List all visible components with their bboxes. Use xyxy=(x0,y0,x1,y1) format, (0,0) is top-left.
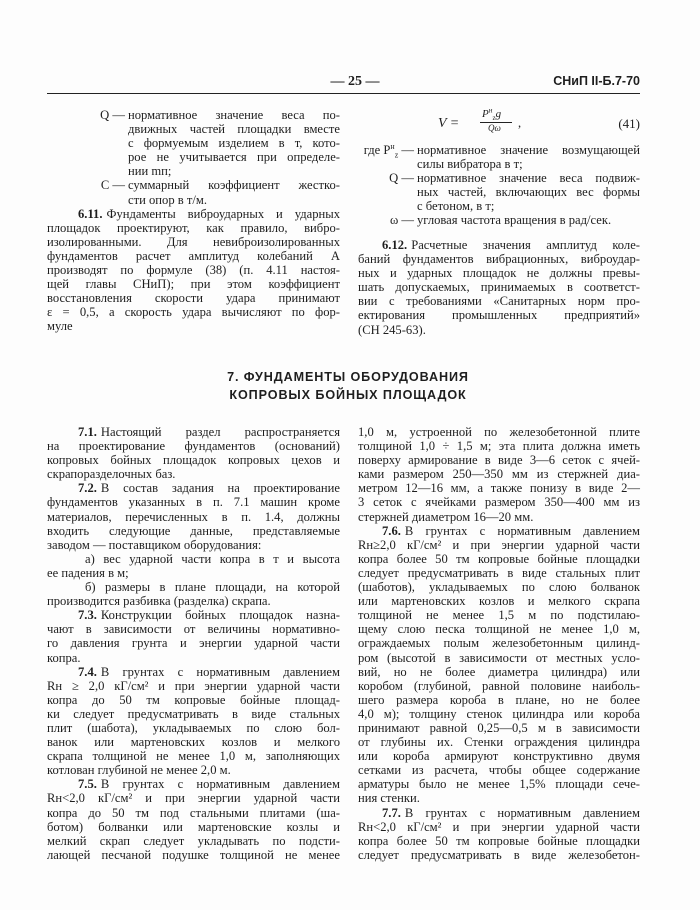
text-line xyxy=(128,164,340,178)
formula-sub: z xyxy=(492,114,496,123)
definition-term xyxy=(389,171,414,185)
top-right-paragraph xyxy=(358,238,640,337)
document-code: СНиП II-Б.7-70 xyxy=(553,74,640,88)
text-line xyxy=(358,735,640,749)
line-text: В грунтах с нормативным давлением xyxy=(100,664,340,679)
section-title-line-2: КОПРОВЫХ БОЙНЫХ ПЛОЩАДОК xyxy=(229,388,467,402)
text-line xyxy=(47,453,340,467)
term-symbol: где P xyxy=(363,143,391,157)
line-text: площадок проектируют, как правило, вибро- xyxy=(47,220,340,235)
line-text: б) размеры в плане площади, на которой xyxy=(85,580,340,595)
text-line xyxy=(358,308,640,322)
text-line xyxy=(358,294,640,308)
body-right-column xyxy=(358,425,640,862)
term-symbol: Q — xyxy=(389,171,414,186)
line-text: В грунтах с нормативным давлением xyxy=(100,777,340,792)
paragraph xyxy=(358,524,640,806)
text-line xyxy=(358,622,640,636)
line-text: щему слою песка толщиной не менее 1,0 м, xyxy=(358,622,640,637)
line-text: материалов, перечисленных в п. 1.4, должны xyxy=(47,509,340,524)
paragraph-number: 7.6. xyxy=(382,523,401,538)
text-line xyxy=(358,679,640,693)
text-line xyxy=(47,467,340,481)
paragraph-number: 7.4. xyxy=(78,664,97,679)
section-title-line-1: 7. ФУНДАМЕНТЫ ОБОРУДОВАНИЯ xyxy=(227,370,469,384)
text-line xyxy=(47,425,340,439)
text-line xyxy=(47,277,340,291)
line-text: го давления грунта и энергии ударной части xyxy=(47,636,340,651)
line-text: или мартеновских козлов и мелкого скрапа xyxy=(358,594,640,609)
text-line xyxy=(417,213,640,227)
section-heading xyxy=(148,368,548,404)
text-line xyxy=(47,848,340,862)
text-line xyxy=(47,291,340,305)
term-superscript: н xyxy=(390,141,395,151)
paragraph-number: 7.5. xyxy=(78,777,97,792)
line-text: арматуры было не менее 1,5% площади сече- xyxy=(358,777,640,792)
line-text: или короба армируют конструктивно двумя xyxy=(358,749,640,764)
definition xyxy=(47,178,340,206)
line-text: копра более 50 тм копровые бойные площадки xyxy=(358,551,640,566)
line-text: фундаментов указанных в п. 7.1 машин кроме xyxy=(47,495,340,510)
line-text: ром (высотой в зависимости от местных усло- xyxy=(358,650,640,665)
line-text: ками размером 250—350 мм из стержней диа- xyxy=(358,467,640,482)
line-text: изолированными. Для невиброизолированных xyxy=(47,234,340,249)
definition-term xyxy=(101,178,125,192)
paragraph xyxy=(358,425,640,524)
formula-numerator xyxy=(482,106,502,123)
definition-term xyxy=(390,213,414,227)
line-text: движных частей площадки вместе xyxy=(128,122,340,137)
text-line xyxy=(358,439,640,453)
line-text: Rн<2,0 кГ/см² и при энергии ударной части xyxy=(47,791,340,806)
text-line xyxy=(358,594,640,608)
text-line xyxy=(47,221,340,235)
line-text: нии mп; xyxy=(128,164,172,179)
line-text: котлован глубиной не менее 2,0 м. xyxy=(47,763,231,778)
line-text: ных и ударных площадок не должны превы- xyxy=(358,266,640,281)
text-line xyxy=(47,820,340,834)
text-line xyxy=(47,510,340,524)
paragraph-number: 7.7. xyxy=(382,805,401,820)
line-text: с формуемым изделием в т, кото- xyxy=(128,136,340,151)
text-line xyxy=(358,238,640,252)
text-line xyxy=(358,266,640,280)
line-text: (СН 245-63). xyxy=(358,322,426,337)
text-line xyxy=(47,707,340,721)
term-symbol: C — xyxy=(100,178,125,193)
paragraph-number: 7.2. xyxy=(78,481,97,496)
line-text: копра до 50 тм под стальными плитами (ша- xyxy=(47,805,340,820)
line-text: нормативное значение веса подвиж- xyxy=(417,171,640,186)
paragraph-number: 7.1. xyxy=(78,425,97,439)
line-text: копра. xyxy=(47,650,81,665)
line-text: заводом — поставщиком оборудования: xyxy=(47,537,262,552)
line-text: 3 сеток с ячейками размером 350—400 мм из xyxy=(358,495,640,510)
line-text: производят по формуле (38) (п. 4.11 настоя- xyxy=(47,263,340,278)
term-symbol: Q — xyxy=(100,108,125,122)
line-text: В грунтах с нормативным давлением xyxy=(404,805,640,820)
line-text: ных частей, включающих вес формы xyxy=(417,185,640,200)
text-line xyxy=(47,538,340,552)
text-line xyxy=(417,199,640,213)
text-line xyxy=(47,566,340,580)
definition xyxy=(358,143,640,171)
text-line xyxy=(358,707,640,721)
definition xyxy=(47,108,340,178)
formula-sup: н xyxy=(488,106,493,115)
line-text: ε = 0,5, а скорость удара вычисляют по фор- xyxy=(47,305,340,320)
term-subscript: z xyxy=(394,150,399,160)
line-text: копровых бойных площадок копровых цехов и xyxy=(47,453,340,468)
text-line xyxy=(358,763,640,777)
line-text: Конструкции бойных площадок назна- xyxy=(100,608,340,623)
header-rule xyxy=(47,93,640,94)
line-text: (шаботов), укладываемых по слою болванок xyxy=(358,580,640,595)
text-line xyxy=(47,481,340,495)
text-line xyxy=(47,721,340,735)
text-line xyxy=(358,848,640,862)
line-text: рое не учитывается при определе- xyxy=(128,150,340,165)
line-text: суммарный коэффициент жестко- xyxy=(128,178,340,193)
line-text: ки следует предусматривать в виде стальных xyxy=(47,706,340,721)
text-line xyxy=(358,636,640,650)
page-number: — 25 — xyxy=(330,74,380,89)
line-text: ограждаемых полым железобетонным цилинд- xyxy=(358,636,640,651)
text-line xyxy=(47,763,340,777)
line-text: следует предусматривать в виде железобетон- xyxy=(358,847,640,862)
paragraph-number: 7.3. xyxy=(78,608,97,623)
definition xyxy=(358,171,640,213)
text-line xyxy=(358,749,640,763)
line-text: 4,0 м); толщину стенок цилиндра или короба xyxy=(358,706,640,721)
text-line xyxy=(47,651,340,665)
text-line xyxy=(47,305,340,319)
line-text: нормативное значение возмущающей xyxy=(417,143,640,157)
line-text: а) вес ударной части копра в т и высота xyxy=(85,551,340,566)
line-text: силы вибратора в т; xyxy=(417,157,523,172)
text-line xyxy=(358,580,640,594)
formula-num-tail: g xyxy=(495,108,502,120)
line-text: чают в зависимости от величины нормативно- xyxy=(47,622,340,637)
formula-var: P xyxy=(482,108,489,120)
line-text: В состав задания на проектирование xyxy=(100,481,340,496)
line-text: фундаментов расчет амплитуд колебаний A xyxy=(47,248,340,263)
text-line xyxy=(358,566,640,580)
text-line xyxy=(128,108,340,122)
text-line xyxy=(358,252,640,266)
text-line xyxy=(358,820,640,834)
text-line xyxy=(417,157,640,171)
line-text: Настоящий раздел распространяется xyxy=(100,425,340,439)
top-right-definitions xyxy=(358,143,640,228)
text-line xyxy=(358,693,640,707)
line-text: Расчетные значения амплитуд коле- xyxy=(411,238,640,252)
text-line xyxy=(358,806,640,820)
line-text: 1,0 м, устроенной по железобетонной плите xyxy=(358,425,640,439)
paragraph xyxy=(47,777,340,862)
formula-lhs: V = xyxy=(438,116,460,131)
paragraph xyxy=(358,238,640,337)
line-text: на проектирование фундаментов (оснований) xyxy=(47,439,340,454)
paragraph-number: 6.11. xyxy=(78,206,103,221)
text-line xyxy=(417,171,640,185)
line-text: копра до 50 тм копровые бойные площад- xyxy=(47,692,340,707)
line-text: лающей песчаной подушке толщиной не менее xyxy=(47,847,340,862)
line-text: Rн≥2,0 кГ/см² и при энергии ударной части xyxy=(358,537,640,552)
paragraph xyxy=(47,481,340,551)
line-text: восстановления скорости удара принимают xyxy=(47,291,340,306)
equation-number: (41) xyxy=(618,116,640,131)
text-line xyxy=(417,143,640,157)
text-line xyxy=(358,834,640,848)
text-line xyxy=(47,249,340,263)
line-text: шего размера короба в плане, но не более xyxy=(358,692,640,707)
text-line xyxy=(47,319,340,333)
text-line xyxy=(47,806,340,820)
text-line xyxy=(358,721,640,735)
text-line xyxy=(47,207,340,221)
text-line xyxy=(47,749,340,763)
paragraph-number: 6.12. xyxy=(382,238,408,252)
line-text: шать допускаемых, принимаемых в соответст- xyxy=(358,280,640,295)
line-text: сетками из расчета, чтобы общее содержание xyxy=(358,763,640,778)
line-text: ектирования промышленных предприятий» xyxy=(358,308,640,323)
text-line xyxy=(417,185,640,199)
line-text: ее падения в м; xyxy=(47,565,129,580)
line-text: ванок или мартеновских козлов и мелкого xyxy=(47,735,340,750)
line-text: производится разбивка (разделка) скрапа. xyxy=(47,594,271,609)
text-line xyxy=(128,178,340,192)
line-text: нормативное значение веса по- xyxy=(128,108,340,122)
line-text: вии с требованиями «Санитарных норм про- xyxy=(358,294,640,309)
text-line xyxy=(47,552,340,566)
text-line xyxy=(128,122,340,136)
line-text: ния стенки. xyxy=(358,791,420,806)
line-text: ботом) болванки или мартеновские козлы и xyxy=(47,819,340,834)
line-text: В грунтах с нормативным давлением xyxy=(404,523,640,538)
text-line xyxy=(47,495,340,509)
text-line xyxy=(47,679,340,693)
text-line xyxy=(47,524,340,538)
paragraph xyxy=(47,207,340,334)
text-line xyxy=(358,552,640,566)
formula-denominator: Qω xyxy=(488,123,501,133)
paragraph xyxy=(47,608,340,664)
text-line xyxy=(47,636,340,650)
line-text: принимают равной 0,25—0,5 м в зависимости xyxy=(358,720,640,735)
paragraph xyxy=(47,580,340,608)
text-line xyxy=(128,193,340,207)
paragraph xyxy=(47,665,340,778)
line-text: коробом (глубиной, равной половине наиболь- xyxy=(358,678,640,693)
line-text: угловая частота вращения в рад/сек. xyxy=(417,213,612,228)
text-line xyxy=(128,136,340,150)
text-line xyxy=(358,608,640,622)
line-text: баний фундаментов вибрационных, виброудар- xyxy=(358,252,640,267)
line-text: поверху армирование в виде 3—6 сеток с ячей- xyxy=(358,453,640,468)
line-text: толщиной 1,0 ÷ 1,5 м; эта плита должна иметь xyxy=(358,439,640,454)
top-left-column xyxy=(47,108,340,334)
line-text: следует предусматривать в виде стальных плит xyxy=(358,565,640,580)
formula-41 xyxy=(358,108,640,138)
text-line xyxy=(47,580,340,594)
line-text: скрапа толщиной не менее 1,0 м, заполняющих xyxy=(47,749,340,764)
body-left-column xyxy=(47,425,340,862)
paragraph xyxy=(47,552,340,580)
line-text: Rн<2,0 кГ/см² и при энергии ударной части xyxy=(358,819,640,834)
formula-comma: , xyxy=(518,116,522,130)
text-line xyxy=(47,235,340,249)
text-line xyxy=(47,777,340,791)
line-text: скрапоразделочных баз. xyxy=(47,467,176,482)
line-text: с бетоном, в т; xyxy=(417,199,495,214)
line-text: вий, но не более диаметра цилиндра) или xyxy=(358,664,640,679)
definition-term xyxy=(100,108,125,122)
text-line xyxy=(47,439,340,453)
line-text: входить следующие данные, представляемые xyxy=(47,523,340,538)
text-line xyxy=(358,323,640,337)
line-text: Rн ≥ 2,0 кГ/см² и при энергии ударной части xyxy=(47,678,340,693)
text-line xyxy=(358,495,640,509)
paragraph xyxy=(47,425,340,481)
text-line xyxy=(47,834,340,848)
line-text: от глубины их. Стенки ограждения цилиндра xyxy=(358,735,640,750)
term-dash: — xyxy=(398,143,414,157)
text-line xyxy=(358,538,640,552)
text-line xyxy=(47,693,340,707)
line-text: мелкий скрап следует укладывать по подсти- xyxy=(47,833,340,848)
text-line xyxy=(358,791,640,805)
text-line xyxy=(47,735,340,749)
definition-term xyxy=(363,141,414,160)
term-symbol: ω — xyxy=(389,213,414,228)
line-text: копра более 50 тм копровые бойные площадки xyxy=(358,833,640,848)
paragraph xyxy=(358,806,640,862)
line-text: плит (шабота), укладываемых по слою бол- xyxy=(47,720,340,735)
text-line xyxy=(358,777,640,791)
text-line xyxy=(47,665,340,679)
line-text: толщиной не менее 1,5 м по подстилаю- xyxy=(358,608,640,623)
text-line xyxy=(358,467,640,481)
line-text: сти опор в т/м. xyxy=(128,192,207,207)
text-line xyxy=(358,481,640,495)
line-text: Фундаменты виброударных и ударных xyxy=(106,206,340,221)
text-line xyxy=(358,425,640,439)
text-line xyxy=(358,651,640,665)
text-line xyxy=(128,150,340,164)
text-line xyxy=(358,280,640,294)
line-text: стержней диаметром 16—20 мм. xyxy=(358,509,534,524)
line-text: муле xyxy=(47,319,73,334)
text-line xyxy=(47,594,340,608)
text-line xyxy=(47,622,340,636)
line-text: щей главы СНиП); при этом коэффициент xyxy=(47,277,340,292)
text-line xyxy=(358,665,640,679)
text-line xyxy=(358,453,640,467)
line-text: метром 12—16 мм, а также понизу в виде 2— xyxy=(358,481,640,496)
text-line xyxy=(47,791,340,805)
text-line xyxy=(47,608,340,622)
text-line xyxy=(47,263,340,277)
definition xyxy=(358,213,640,227)
text-line xyxy=(358,524,640,538)
text-line xyxy=(358,510,640,524)
